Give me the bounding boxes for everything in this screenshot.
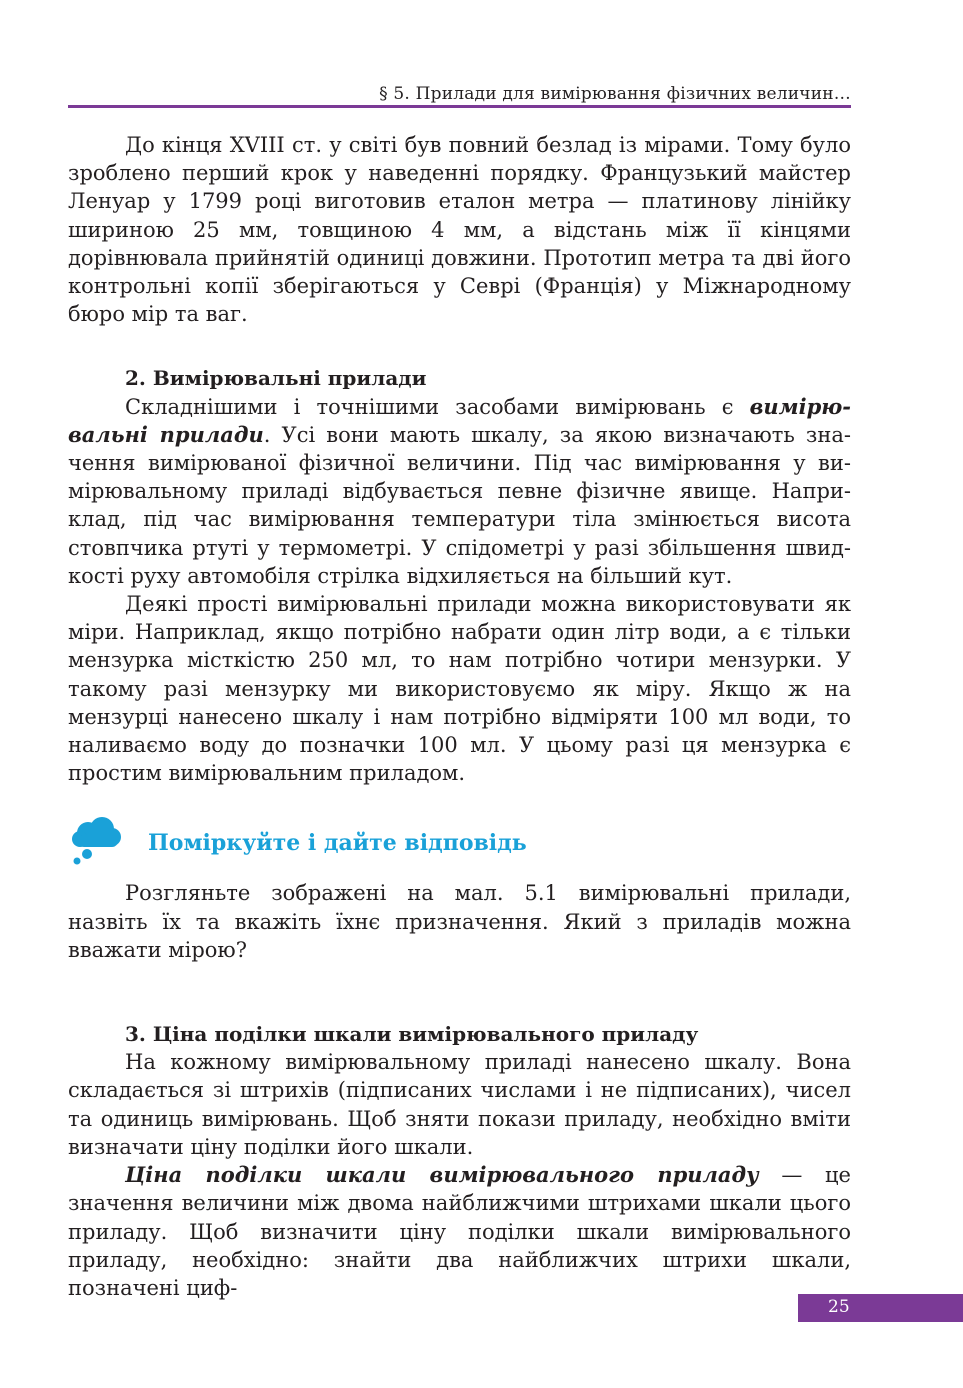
intro-paragraph: До кінця XVIII ст. у світі був повний безлад із мірами. Тому було зроблено перший крок у наведенні порядку. Французький майстер Ленуар у 1799 році виготовив еталон метра — платинову лінійку шириною 25 мм, товщиною 4 мм, а відстань між її кінцями дорівнювала прийнятій одиниці довжини. Прототип метра та дві його контрольні копії зберігаються у Севрі (Франція) у Міжнародному бюро мір та ваг. [68,133,851,327]
page-number: 25 [828,1297,850,1317]
section-2-p1-start: Складнішими і точнішими засобами вимірювань є [125,394,750,419]
section-2-p1-rest: . Усі вони мають шкалу, за якою визначають значення вимірюваної фізичної величини. Під час вимірювання у вимірювальному приладі відбувається певне фізичне явище. Наприклад, під час вимірювання температури тіла змінюється висота стовпчика ртуті у термометрі. У спідометрі у разі збільшення швидкості руху автомобіля стрілка відхиляється на більший кут. [68,422,852,588]
term-measuring-instruments: вимірювальні прилади [68,393,851,447]
page-number-tab [798,1294,963,1322]
think-title: Поміркуйте і дайте відповідь [148,830,527,857]
section-3-paragraph-1: На кожному вимірювальному приладі нанесено шкалу. Вона складається зі штрихів (підписаних числами і не підписаних), чисел та одиниць вимірювань. Щоб зняти покази приладу, необхідно вміти визначати ціну поділки його шкали. [68,1050,851,1159]
page-content [68,131,851,1302]
section-3-paragraph-2 [68,1161,851,1302]
term-scale-division-value: Ціна поділки шкали вимірювального приладу [125,1162,759,1188]
thought-cloud-icon [68,815,124,865]
spacer [68,328,851,364]
section-3-heading: 3. Ціна поділки шкали вимірювального приладу [125,1022,699,1047]
section-2-paragraph-2: Деякі прості вимірювальні прилади можна використовувати як міри. Наприклад, якщо потрібно набрати один літр води, а є тільки мензурка місткістю 250 мл, то нам потрібно чотири мензурки. У такому разі мензурку ми використовуємо як міру. Якщо ж на мензурці нанесено шкалу і нам потрібно відміряти 100 мл води, то наливаємо воду до позначки 100 мл. У цьому разі ця мензурка є простим вимірювальним приладом. [68,592,851,786]
spacer [68,964,851,1020]
running-header-title: § 5. Прилади для вимірювання фізичних величин… [379,84,851,104]
running-header [68,80,851,108]
think-question: Розгляньте зображені на мал. 5.1 вимірювальні прилади, назвіть їх та вкажіть їхнє призначення. Який з приладів можна вважати мірою? [68,881,851,962]
spacer [68,787,851,823]
section-2-heading: 2. Вимірювальні прилади [125,366,427,391]
section-2-paragraph-1 [68,393,851,590]
section-3-p2-rest: — це значення величини між двома найближчими штрихами шкали цього приладу. Щоб визначити ціну поділки шкали вимірювального приладу, необхідно: знайти два найближчих штрихи шкали, позначені циф- [68,1163,851,1300]
header-rule [68,105,851,108]
think-and-answer-box [68,823,851,867]
